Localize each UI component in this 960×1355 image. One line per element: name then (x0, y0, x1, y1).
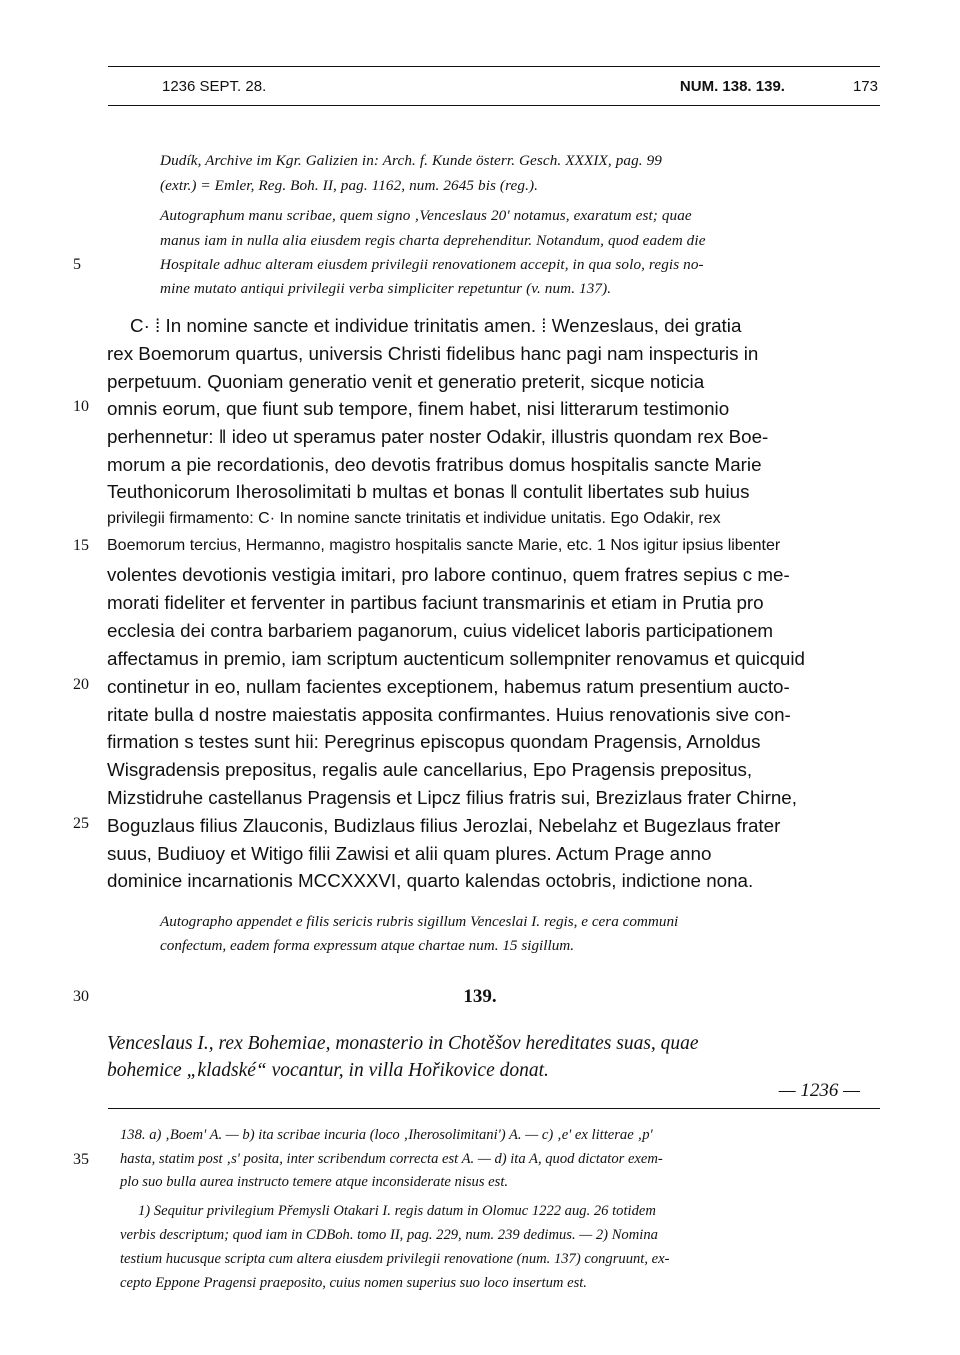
header-date: 1236 SEPT. 28. (162, 77, 267, 95)
document-page: 1236 SEPT. 28. NUM. 138. 139. 173 Dudík, Archive im Kgr. Galizien in: Arch. f. Kunde österr. Gesch. XXXIX, pag. 99 (extr.) = Emler, Reg. Boh. II, pag. 1162, num. 2645 bis (reg.). Autographum manu scribae, quem signo ‚Venceslaus 20' notamus, exaratum est; quae manus iam in nulla alia eiusdem regis charta deprehenditur. Notandum, quod eadem die 5 Hospitale adhuc alteram eiusdem privilegii renovationem accepit, in qua solo, regis no- mine mutato antiqui privilegii verba simpliciter repetuntur (v. num. 137). C· ⁞ In nomine sancte et individue trinitatis amen. ⁞ Wenzeslaus, dei gratia rex Boemorum quartus, universis Christi fidelibus hanc pagi nam inspecturis in perpetuum. Quoniam generatio venit et generatio preterit, sicque noticia 10 omnis eorum, que fiunt sub tempore, finem habet, nisi litterarum testimonio perhennetur: ‖ ideo ut speramus pater noster Odakir, illustris quondam rex Boe- morum a pie recordationis, deo devotis fratribus domus hospitalis sancte Marie Teuthonicorum Iherosolimitati b multas et bonas ‖ contulit libertates sub huius privilegii firmamento: C· In nomine sancte trinitatis et individue unitatis. Ego Odakir, rex 15 Boemorum tercius, Hermanno, magistro hospitalis sancte Marie, etc. 1 Nos igitur ipsius libenter volentes devotionis vestigia imitari, pro labore continuo, quem fratres sepius c me- morati fideliter et ferventer in partibus faciunt transmarinis et etiam in Prutia pro ecclesia dei contra barbariem paganorum, cuius videlicet laboris participationem affectamus in premio, iam scriptum auctenticum sollempniter renovamus et quicquid 20 continetur in eo, nullam facientes exceptionem, habemus ratum presentium aucto- ritate bulla d nostre maiestatis apposita confirmantes. Huius renovationis sive con- firmation s testes sunt hii: Peregrinus episcopus quondam Pragensis, Arnoldus Wisgradensis prepositus, regalis aule cancellarius, Epo Pragensis prepositus, Mizstidruhe castellanus Pragensis et Lipcz filius fratris sui, Brezizlaus frater Chirne, 25 Boguzlaus filius Zlauconis, Budizlaus filius Jerozlai, Nebelahz et Bugezlaus frater suus, Budiuoy et Witigo filii Zawisi et alii quam plures. Actum Prage anno dominice incarnationis MCCXXXVI, quarto kalendas octobris, indictione nona. Autographo appendet e filis sericis rubris sigillum Venceslai I. regis, e cera communi confectum, eadem forma expressum atque chartae num. 15 sigillum. 30 139. Venceslaus I., rex Bohemiae, monasterio in Chotěšov hereditates suas, quae bohemice „kladské“ vocantur, in villa Hořikovice donat. — 1236 — 138. a) ‚Boem' A. — b) ita scribae incuria (loco ‚Iherosolimitani') A. — c) ‚e' ex litterae ‚p' 35 hasta, statim post ‚s' posita, inter scribendum correcta est A. — d) ita A, quod dictator exem- plo suo bulla aurea instructo temere atque inconsiderate nisus est. 1) Sequitur privilegium Přemysli Otakari I. regis datum in Olomuc 1222 aug. 26 totidem verbis descriptum; quod iam in CDBoh. tomo II, pag. 229, num. 239 dedimus. — 2) Nomina testium hucusque scripta cum altera eiusdem privilegii renovatione (num. 137) congruunt, ex- cepto Eppone Pragensi praeposito, cuius nomen superius suo loco insertum est. (0, 0, 960, 1355)
footnote-divider (108, 1108, 880, 1109)
page-number: 173 (852, 77, 878, 95)
header-number: NUM. 138. 139. (679, 77, 785, 95)
running-header (108, 66, 880, 106)
document-number: 139. (463, 986, 497, 1007)
document-date: — 1236 — (778, 1080, 860, 1101)
